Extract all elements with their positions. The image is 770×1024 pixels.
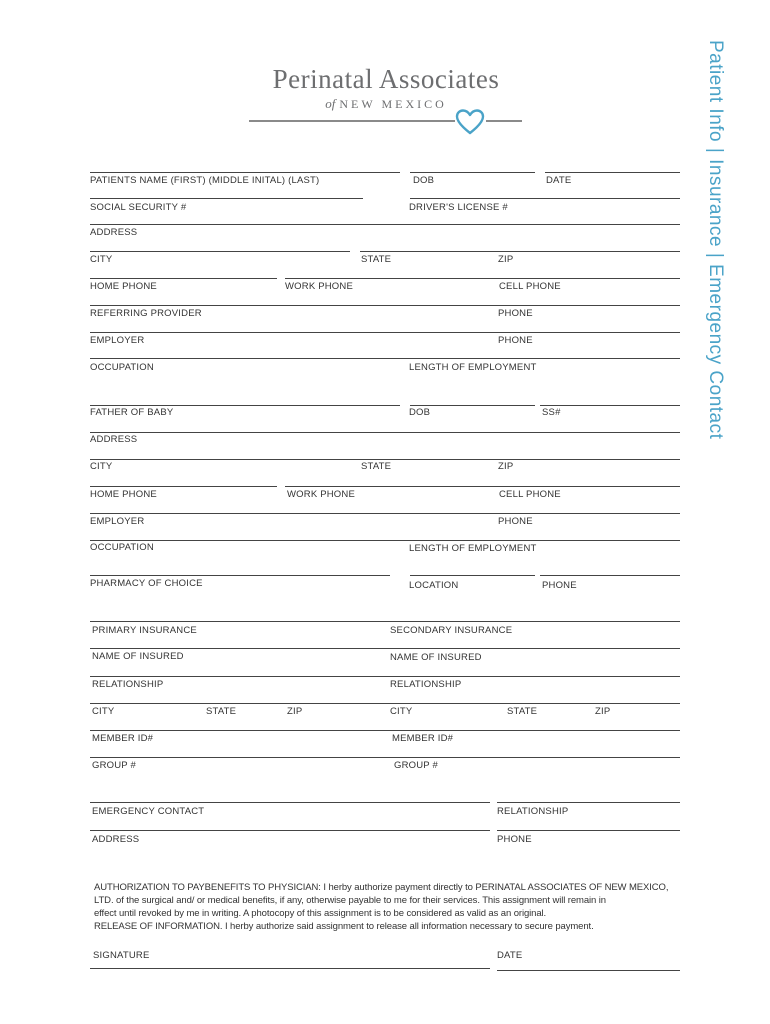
field-line[interactable] [410,172,535,173]
label-emergency-address: ADDRESS [92,834,140,845]
label-patient-employer: EMPLOYER [90,335,145,346]
label-drivers-license: DRIVER'S LICENSE # [409,202,508,213]
label-patient-cell-phone: CELL PHONE [499,281,561,292]
field-line[interactable] [90,251,350,252]
side-title: Patient Info | Insurance | Emergency Contact [705,40,726,440]
label-patient-city: CITY [90,254,113,265]
field-line[interactable] [90,575,390,576]
label-patient-home-phone: HOME PHONE [90,281,157,292]
label-father-length-of-employment: LENGTH OF EMPLOYMENT [409,543,537,554]
label-relationship-2: RELATIONSHIP [390,679,462,690]
authorization-line-3: effect until revoked by me in writing. A photocopy of this assignment is to be considered as valid as an original. [94,908,547,919]
label-patient-state: STATE [361,254,392,265]
label-patient-zip: ZIP [498,254,514,265]
field-line[interactable] [90,648,680,649]
label-insurance-zip-2: ZIP [595,706,611,717]
logo-title: Perinatal Associates [272,64,500,94]
field-line[interactable] [410,198,680,199]
field-line[interactable] [90,224,680,225]
label-patient-name: PATIENTS NAME (FIRST) (MIDDLE INITAL) (LAST) [90,175,320,186]
label-father-occupation: OCCUPATION [90,542,154,553]
signature-date-line[interactable] [497,970,680,971]
authorization-line-2: LTD. of the surgical and/ or medical benefits, if any, otherwise payable to me for their services. This assignment will remain in [94,895,606,906]
field-line[interactable] [410,575,535,576]
label-patient-date: DATE [546,175,572,186]
field-line[interactable] [90,703,680,704]
field-line[interactable] [540,405,680,406]
label-group-2: GROUP # [394,760,438,771]
label-emergency-contact: EMERGENCY CONTACT [92,806,205,817]
field-line[interactable] [90,676,680,677]
label-patient-occupation: OCCUPATION [90,362,154,373]
label-pharmacy-location: LOCATION [409,580,459,591]
label-member-id-2: MEMBER ID# [392,733,454,744]
field-line[interactable] [410,405,535,406]
label-referring-phone: PHONE [498,308,533,319]
logo-subtitle-text: NEW MEXICO [339,97,447,111]
field-line[interactable] [90,730,680,731]
label-referring-provider: REFERRING PROVIDER [90,308,202,319]
label-secondary-insurance: SECONDARY INSURANCE [390,625,513,636]
label-father-employer: EMPLOYER [90,516,145,527]
label-name-of-insured-2: NAME OF INSURED [390,652,482,663]
label-father-employer-phone: PHONE [498,516,533,527]
signature-line[interactable] [90,968,490,969]
label-father-address: ADDRESS [90,434,138,445]
field-line[interactable] [90,830,490,831]
label-father-city: CITY [90,461,113,472]
label-patient-work-phone: WORK PHONE [285,281,353,292]
label-father-name: FATHER OF BABY [90,407,174,418]
label-group-1: GROUP # [92,760,136,771]
label-member-id-1: MEMBER ID# [92,733,154,744]
field-line[interactable] [90,802,490,803]
field-line[interactable] [90,198,363,199]
label-father-ss: SS# [542,407,561,418]
label-signature-date: DATE [497,950,523,961]
field-line[interactable] [90,305,680,306]
label-ssn: SOCIAL SECURITY # [90,202,187,213]
field-line[interactable] [90,278,277,279]
label-father-state: STATE [361,461,392,472]
label-relationship-1: RELATIONSHIP [92,679,164,690]
field-line[interactable] [545,172,680,173]
field-line[interactable] [90,358,680,359]
logo-subtitle-of: of [325,96,336,111]
field-line[interactable] [90,540,680,541]
label-father-zip: ZIP [498,461,514,472]
label-primary-insurance: PRIMARY INSURANCE [92,625,197,636]
label-signature: SIGNATURE [93,950,150,961]
label-pharmacy: PHARMACY OF CHOICE [90,578,203,589]
field-line[interactable] [285,486,680,487]
field-line[interactable] [90,486,277,487]
label-father-home-phone: HOME PHONE [90,489,157,500]
field-line[interactable] [497,802,680,803]
field-line[interactable] [90,405,400,406]
label-patient-length-of-employment: LENGTH OF EMPLOYMENT [409,362,537,373]
label-patient-dob: DOB [413,175,435,186]
label-emergency-phone: PHONE [497,834,532,845]
label-patient-employer-phone: PHONE [498,335,533,346]
label-father-cell-phone: CELL PHONE [499,489,561,500]
field-line[interactable] [90,513,680,514]
label-father-work-phone: WORK PHONE [287,489,355,500]
field-line[interactable] [90,757,680,758]
logo-rule-left [249,120,455,122]
label-patient-address: ADDRESS [90,227,138,238]
field-line[interactable] [540,575,680,576]
field-line[interactable] [360,251,680,252]
field-line[interactable] [497,830,680,831]
heart-icon [455,108,485,136]
field-line[interactable] [90,459,680,460]
label-name-of-insured-1: NAME OF INSURED [92,651,184,662]
authorization-line-4: RELEASE OF INFORMATION. I herby authorize said assignment to release all information necessary to secure payment. [94,921,594,932]
label-insurance-state-2: STATE [507,706,538,717]
authorization-text [94,881,674,933]
field-line[interactable] [285,278,680,279]
field-line[interactable] [90,332,680,333]
label-insurance-state-1: STATE [206,706,237,717]
label-pharmacy-phone: PHONE [542,580,577,591]
field-line[interactable] [90,432,680,433]
logo-rule-right [486,120,522,122]
field-line[interactable] [90,172,400,173]
label-insurance-zip-1: ZIP [287,706,303,717]
label-father-dob: DOB [409,407,431,418]
authorization-line-1: AUTHORIZATION TO PAYBENEFITS TO PHYSICIAN: I herby authorize payment directly to PERINATAL ASSOCIATES OF NEW MEXICO, [94,882,669,893]
label-emergency-relationship: RELATIONSHIP [497,806,569,817]
field-line[interactable] [90,621,680,622]
label-insurance-city-2: CITY [390,706,413,717]
label-insurance-city-1: CITY [92,706,115,717]
